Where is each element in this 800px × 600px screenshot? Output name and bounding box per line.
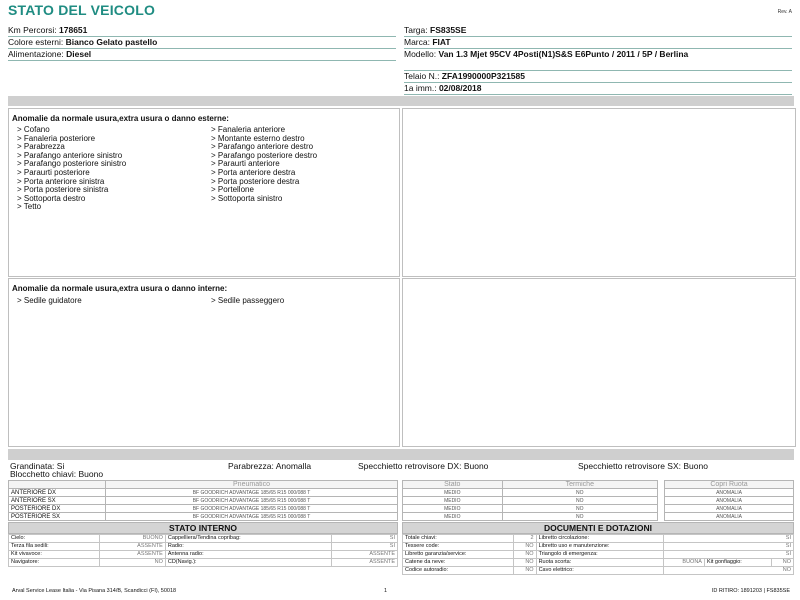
document-value: NO bbox=[514, 559, 536, 567]
tyre-thermal: NO bbox=[502, 513, 657, 521]
tyres-state-table bbox=[402, 480, 658, 521]
tyre-model: BF GOODRICH ADVANTAGE 185/65 R15 000/088 T bbox=[106, 505, 398, 513]
color-value: Bianco Gelato pastello bbox=[65, 37, 158, 47]
plate-label: Targa: bbox=[404, 25, 430, 35]
mirror-sx-status: Specchietto retrovisore SX: Buono bbox=[578, 461, 708, 471]
documents-section bbox=[402, 522, 794, 575]
vehicle-info-right bbox=[404, 25, 792, 95]
damage-item: > Fanaleria posteriore bbox=[17, 133, 96, 143]
internal-damage-photos bbox=[402, 278, 796, 447]
color-row bbox=[8, 37, 396, 49]
external-damage-list bbox=[17, 126, 399, 212]
hubcap-row bbox=[665, 497, 794, 505]
document-value: NO bbox=[663, 567, 793, 575]
chassis-label: Telaio N.: bbox=[404, 71, 442, 81]
document-row bbox=[403, 535, 794, 543]
tyre-state-row bbox=[403, 489, 658, 497]
fuel-value: Diesel bbox=[66, 49, 92, 59]
external-damage-photos bbox=[402, 108, 796, 277]
damage-item: > Portellone bbox=[211, 185, 254, 195]
interior-row bbox=[9, 551, 398, 559]
interior-value: ASSENTE bbox=[100, 551, 166, 559]
interior-label: Radio: bbox=[165, 543, 331, 551]
thermal-column-header: Termiche bbox=[502, 481, 657, 489]
plate-row bbox=[404, 25, 792, 37]
document-row bbox=[403, 551, 794, 559]
document-value: SI bbox=[663, 543, 793, 551]
damage-item: > Sottoporta destro bbox=[17, 193, 86, 203]
document-value: 2 bbox=[514, 535, 536, 543]
damage-item: > Fanaleria anteriore bbox=[211, 125, 286, 134]
interior-table bbox=[8, 534, 398, 567]
registration-row bbox=[404, 83, 792, 95]
interior-label: CD(Navig.): bbox=[165, 559, 331, 567]
damage-item: > Tetto bbox=[17, 202, 42, 212]
footer-company: Arval Service Lease Italia - Via Pisana 314/B, Scandicci (FI), 50018 bbox=[12, 588, 177, 594]
interior-row bbox=[9, 535, 398, 543]
tyre-row bbox=[9, 489, 398, 497]
tyres-header-row bbox=[9, 481, 398, 489]
interior-section bbox=[8, 522, 398, 567]
fuel-row bbox=[8, 49, 396, 61]
state-column-header: Stato bbox=[403, 481, 503, 489]
document-value: BUONA bbox=[663, 559, 704, 567]
external-damage-title: Anomalie da normale usura,extra usura o danno esterne: bbox=[12, 114, 229, 123]
tyres-body bbox=[9, 489, 398, 521]
document-row bbox=[403, 567, 794, 575]
damage-item: > Paraurti posteriore bbox=[17, 167, 90, 177]
hubcap-state: ANOMALIA bbox=[665, 513, 794, 521]
external-damage-panel bbox=[8, 108, 400, 277]
vehicle-info-left bbox=[8, 25, 396, 61]
internal-damage-panel bbox=[8, 278, 400, 447]
interior-value: NO bbox=[100, 559, 166, 567]
brand-row bbox=[404, 37, 792, 49]
damage-item: > Parafango anteriore sinistro bbox=[17, 150, 123, 160]
tyres-state-header-row bbox=[403, 481, 658, 489]
hubcap-row bbox=[665, 505, 794, 513]
internal-damage-title: Anomalie da normale usura,extra usura o danno interne: bbox=[12, 284, 228, 293]
registration-value: 02/08/2018 bbox=[438, 83, 482, 93]
model-label: Modello: bbox=[404, 49, 439, 59]
interior-value: SI bbox=[332, 535, 398, 543]
damage-item: > Porta posteriore destra bbox=[211, 176, 300, 186]
hubcap-state: ANOMALIA bbox=[665, 505, 794, 513]
tyres-table bbox=[8, 480, 398, 521]
damage-item: > Sedile passeggero bbox=[211, 296, 285, 305]
tyre-row bbox=[9, 513, 398, 521]
tyre-thermal: NO bbox=[502, 497, 657, 505]
tyre-model: BF GOODRICH ADVANTAGE 185/65 R15 000/088 T bbox=[106, 489, 398, 497]
hubcap-row bbox=[665, 489, 794, 497]
document-label: Libretto uso e manutenzione: bbox=[536, 543, 663, 551]
tyre-position: ANTERIORE SX bbox=[9, 497, 106, 505]
document-label: Triangolo di emergenza: bbox=[536, 551, 663, 559]
interior-label: Terza fila sedili: bbox=[9, 543, 100, 551]
chassis-row bbox=[404, 71, 792, 83]
tyre-column-header: Pneumatico bbox=[106, 481, 398, 489]
hubcap-column-header: Copri Ruota bbox=[665, 481, 794, 489]
damage-item: > Parafango posteriore sinistro bbox=[17, 159, 127, 169]
internal-damage-list bbox=[17, 296, 399, 306]
document-value: SI bbox=[663, 551, 793, 559]
fuel-label: Alimentazione: bbox=[8, 49, 67, 59]
interior-value: ASSENTE bbox=[100, 543, 166, 551]
interior-label: Antenna radio: bbox=[165, 551, 331, 559]
revision-label: Rev. A bbox=[777, 9, 792, 15]
mirror-dx-status: Specchietto retrovisore DX: Buono bbox=[358, 461, 489, 471]
hubcap-table bbox=[664, 480, 794, 521]
km-row bbox=[8, 25, 396, 37]
interior-value: BUONO bbox=[100, 535, 166, 543]
interior-label: Cappelliera/Tendina copribag: bbox=[165, 535, 331, 543]
document-value: NO bbox=[514, 543, 536, 551]
model-value: Van 1.3 Mjet 95CV 4Posti(N1)S&S E6Punto / 2011 / 5P / Berlina bbox=[438, 49, 689, 59]
plate-value: FS835SE bbox=[430, 25, 467, 35]
tyre-row bbox=[9, 497, 398, 505]
document-value: NO bbox=[771, 559, 793, 567]
tyre-state-row bbox=[403, 513, 658, 521]
interior-title: STATO INTERNO bbox=[8, 522, 398, 534]
document-value: NO bbox=[514, 567, 536, 575]
documents-title: DOCUMENTI E DOTAZIONI bbox=[402, 522, 794, 534]
document-row bbox=[403, 559, 794, 567]
damage-item: > Porta anteriore destra bbox=[211, 167, 296, 177]
tyre-state-row bbox=[403, 505, 658, 513]
tyre-position: POSTERIORE SX bbox=[9, 513, 106, 521]
section-divider bbox=[8, 96, 794, 106]
tyre-thermal: NO bbox=[502, 505, 657, 513]
interior-row bbox=[9, 559, 398, 567]
damage-item: > Sedile guidatore bbox=[17, 296, 82, 305]
document-label: Codice autoradio: bbox=[403, 567, 514, 575]
damage-item: > Porta anteriore sinistra bbox=[17, 176, 105, 186]
document-label: Totale chiavi: bbox=[403, 535, 514, 543]
km-value: 178651 bbox=[59, 25, 88, 35]
interior-label: Kit vivavoce: bbox=[9, 551, 100, 559]
tyre-model: BF GOODRICH ADVANTAGE 185/65 R15 000/088 T bbox=[106, 513, 398, 521]
hubcap-row bbox=[665, 513, 794, 521]
hubcap-state: ANOMALIA bbox=[665, 497, 794, 505]
color-label: Colore esterni: bbox=[8, 37, 66, 47]
registration-label: 1a imm.: bbox=[404, 83, 439, 93]
damage-item: > Sottoporta sinistro bbox=[211, 193, 283, 203]
interior-value: ASSENTE bbox=[332, 551, 398, 559]
interior-label: Cielo: bbox=[9, 535, 100, 543]
tyre-state: MEDIO bbox=[403, 497, 503, 505]
damage-item: > Cofano bbox=[17, 125, 50, 134]
document-label: Catene da neve: bbox=[403, 559, 514, 567]
tyre-state: MEDIO bbox=[403, 489, 503, 497]
interior-value: ASSENTE bbox=[332, 559, 398, 567]
hubcap-body bbox=[665, 489, 794, 521]
document-label: Ruota scorta: bbox=[536, 559, 663, 567]
km-label: Km Percorsi: bbox=[8, 25, 60, 35]
tyres-state-body bbox=[403, 489, 658, 521]
document-label: Kit gonfiaggio: bbox=[704, 559, 771, 567]
document-label: Tessere code: bbox=[403, 543, 514, 551]
brand-value: FIAT bbox=[432, 37, 451, 47]
section-divider-2 bbox=[8, 449, 794, 460]
interior-label: Navigatore: bbox=[9, 559, 100, 567]
tyre-state: MEDIO bbox=[403, 513, 503, 521]
tyre-state-row bbox=[403, 497, 658, 505]
tyre-row bbox=[9, 505, 398, 513]
tyre-thermal: NO bbox=[502, 489, 657, 497]
document-value: SI bbox=[663, 535, 793, 543]
footer-id-ritiro: ID RITIRO: 1891203 | FS835SE bbox=[711, 588, 790, 594]
chassis-value: ZFA1990000P321585 bbox=[441, 71, 525, 81]
hubcap-header-row bbox=[665, 481, 794, 489]
interior-row bbox=[9, 543, 398, 551]
document-label: Cavo elettrico: bbox=[536, 567, 663, 575]
damage-item: > Porta posteriore sinistra bbox=[17, 185, 109, 195]
damage-item: > Parafango posteriore destro bbox=[211, 150, 318, 160]
hail-status: Grandinata: Si bbox=[10, 461, 65, 471]
tyre-position: ANTERIORE DX bbox=[9, 489, 106, 497]
document-value: NO bbox=[514, 551, 536, 559]
document-row bbox=[403, 543, 794, 551]
windshield-status: Parabrezza: Anomalla bbox=[228, 461, 312, 471]
key-lock-status: Blocchetto chiavi: Buono bbox=[10, 469, 104, 479]
damage-item: > Paraurti anteriore bbox=[211, 159, 280, 169]
damage-item: > Parafango anteriore destro bbox=[211, 142, 314, 152]
hubcap-state: ANOMALIA bbox=[665, 489, 794, 497]
tyre-state: MEDIO bbox=[403, 505, 503, 513]
footer-page: 1 bbox=[384, 588, 388, 594]
damage-item: > Montante esterno destro bbox=[211, 133, 305, 143]
documents-table bbox=[402, 534, 794, 575]
tyre-position: POSTERIORE DX bbox=[9, 505, 106, 513]
model-row bbox=[404, 49, 792, 71]
document-label: Libretto garanzia/service: bbox=[403, 551, 514, 559]
brand-label: Marca: bbox=[404, 37, 433, 47]
damage-item: > Parabrezza bbox=[17, 142, 65, 152]
page-title: STATO DEL VEICOLO bbox=[8, 2, 156, 18]
tyre-model: BF GOODRICH ADVANTAGE 185/65 R15 000/088 T bbox=[106, 497, 398, 505]
document-label: Libretto circolazione: bbox=[536, 535, 663, 543]
interior-value: SI bbox=[332, 543, 398, 551]
